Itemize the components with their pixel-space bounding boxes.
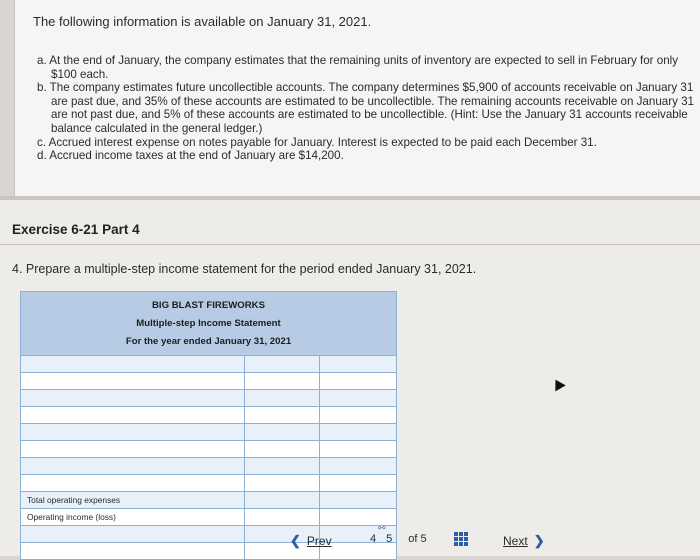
statement-row [21,389,396,406]
item-a: a. At the end of January, the company estimates that the remaining units of inventory are expected to sell in February for only $100 each. [37,54,679,81]
link-icon: ⚯ [378,523,386,533]
next-label: Next [503,534,528,548]
account-cell[interactable] [21,390,245,406]
total-cell[interactable] [320,407,396,423]
account-cell[interactable]: Operating income (loss) [21,509,245,525]
amount-cell[interactable] [245,356,320,372]
account-cell[interactable] [21,441,245,457]
statement-period: For the year ended January 31, 2021 [125,336,292,347]
item-c: c. Accrued interest expense on notes payable for January. Interest is expected to be paid each December 31. [37,135,597,149]
amount-cell[interactable] [245,475,320,491]
page-5[interactable]: 5 [386,533,393,545]
statement-row [21,355,396,372]
total-cell[interactable] [320,424,396,440]
total-cell[interactable] [320,390,396,406]
total-cell[interactable] [320,441,396,457]
statement-header [21,292,396,355]
page-numbers [370,533,427,545]
company-name: BIG BLAST FIREWORKS [152,300,265,311]
total-cell[interactable] [320,492,396,508]
item-d: d. Accrued income taxes at the end of January are $14,200. [37,149,344,163]
prev-label: Prev [306,534,332,548]
total-cell[interactable] [320,475,396,491]
amount-cell[interactable] [245,373,320,389]
account-cell[interactable] [21,475,245,491]
chevron-left-icon: ❮ [290,533,301,548]
statement-row [21,508,396,525]
amount-cell[interactable] [245,424,320,440]
amount-cell[interactable] [245,458,320,474]
page-count: of 5 [408,533,427,545]
statement-row [21,440,396,457]
prev-button[interactable] [290,533,332,549]
statement-row [21,406,396,423]
total-cell[interactable] [320,373,396,389]
item-b: b. The company estimates future uncollectible accounts. The company determines $5,900 of accounts receivable on January 31 are past due, and 35% of these accounts are estimated to be uncollectible. The remaining accounts receivable on January 31 are not past due, and 5% of these accounts are estimated to be uncollectible. (Hint: Use the January 31 accounts receivable balance calculated in the general ledger.) [37,81,694,135]
statement-row [21,457,396,474]
question-text: 4. Prepare a multiple-step income statement for the period ended January 31, 2021. [12,262,477,276]
problem-panel [14,0,700,200]
grid-icon[interactable] [454,532,468,546]
account-cell[interactable] [21,407,245,423]
total-cell[interactable] [320,356,396,372]
chevron-right-icon: ❯ [533,533,545,548]
account-cell[interactable] [21,424,245,440]
pagination-bar [0,523,700,551]
exercise-title: Exercise 6-21 Part 4 [12,222,140,237]
statement-row [21,423,396,440]
statement-name: Multiple-step Income Statement [136,318,281,329]
statement-row [21,491,396,508]
statement-row [21,372,396,389]
intro-text: The following information is available on January 31, 2021. [33,14,372,29]
amount-cell[interactable] [245,390,320,406]
amount-cell[interactable] [245,407,320,423]
statement-row [21,474,396,491]
next-button[interactable] [503,533,545,549]
exercise-divider [0,244,700,245]
amount-cell[interactable] [245,509,320,525]
problem-items [37,54,697,163]
page-4[interactable]: 4 [370,533,377,545]
account-cell[interactable] [21,356,245,372]
amount-cell[interactable] [245,441,320,457]
account-cell[interactable]: Total operating expenses [21,492,245,508]
account-cell[interactable] [21,373,245,389]
total-cell[interactable] [320,458,396,474]
income-statement-table [20,291,397,560]
amount-cell[interactable] [245,492,320,508]
account-cell[interactable] [21,458,245,474]
